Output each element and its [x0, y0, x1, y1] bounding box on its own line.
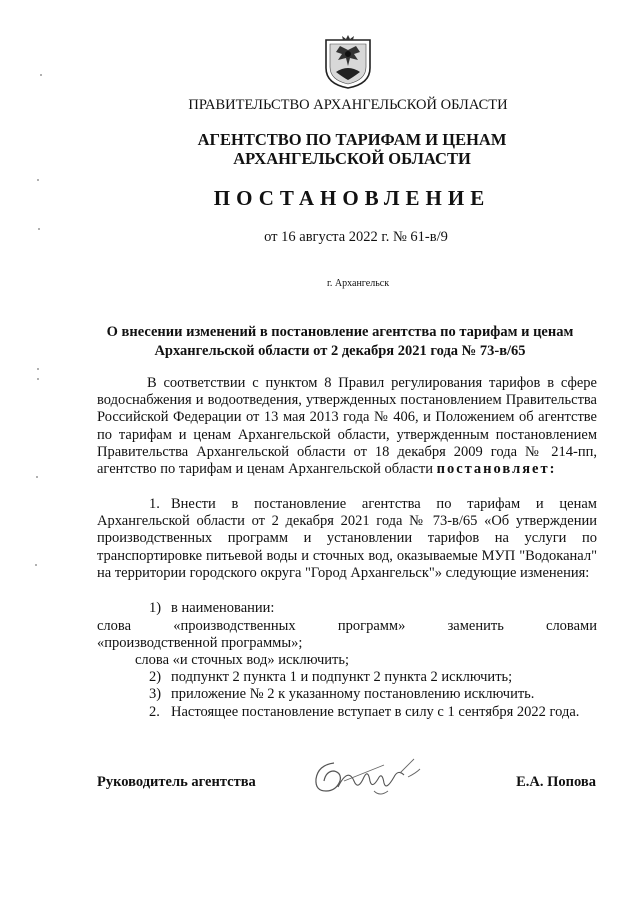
item-2-text: Настоящее постановление вступает в силу с 1 сентября 2022 года. [171, 704, 580, 720]
agency-name-line1: АГЕНТСТВО ПО ТАРИФАМ И ЦЕНАМ [197, 130, 507, 149]
agency-name-line2: АРХАНГЕЛЬСКОЙ ОБЛАСТИ [233, 149, 471, 168]
subitem-3-text: приложение № 2 к указанному постановлению исключить. [171, 686, 535, 702]
document-type: ПОСТАНОВЛЕНИЕ [213, 186, 491, 210]
words-line [97, 618, 597, 635]
handwritten-signature [304, 751, 424, 803]
subitem-2 [97, 669, 597, 686]
item-2-paragraph [97, 704, 597, 721]
subitem-3 [97, 686, 597, 703]
document-subject [20, 323, 640, 361]
subitem-2-text: подпункт 2 пункта 1 и подпункт 2 пункта 2 исключить; [171, 669, 513, 685]
scan-speck [37, 378, 39, 380]
government-name: ПРАВИТЕЛЬСТВО АРХАНГЕЛЬСКОЙ ОБЛАСТИ [188, 97, 508, 113]
words-line-2: «производственной программы»; [97, 635, 303, 651]
item-1-paragraph [97, 496, 597, 582]
subitem-1 [97, 600, 597, 617]
signatory-name: Е.А. Попова [516, 774, 596, 790]
coat-of-arms-icon [322, 34, 374, 90]
subject-line1: О внесении изменений в постановление агентства по тарифам и ценам [106, 324, 574, 340]
agency-name [32, 130, 640, 168]
scan-speck [38, 228, 40, 230]
words-part: «производственных [173, 618, 296, 634]
preamble-paragraph [97, 375, 597, 478]
document-date-number: от 16 августа 2022 г. № 61-в/9 [264, 229, 448, 245]
scan-speck [36, 476, 38, 478]
subject-line2: Архангельской области от 2 декабря 2021 года № 73-в/65 [154, 343, 526, 359]
exclude-line: слова «и сточных вод» исключить; [135, 652, 350, 668]
document-city: г. Архангельск [326, 278, 390, 289]
item-2-number: 2. [149, 704, 160, 720]
words-part: программ» [337, 618, 406, 634]
resolves-word: постановляет: [436, 461, 557, 478]
subitem-3-number: 3) [149, 686, 162, 702]
preamble-text: В соответствии с пунктом 8 Правил регулирования тарифов в сфере водоснабжения и водоотведения, утвержденных постановлением Правительства Российской Федерации от 13 мая 2013 года № 406, и Положением об агентстве по тарифам и ценам Архангельской области, утвержденным постановлением Правительства Архангельской области от 18 декабря 2009 года № 214-пп, агентство по тарифам и ценам Архангельской области [97, 375, 597, 478]
item-1-number: 1. [149, 496, 160, 512]
subitem-1-text: в наименовании: [171, 600, 275, 616]
scan-speck [35, 564, 37, 566]
words-part: заменить [447, 618, 504, 634]
signatory-position: Руководитель агентства [97, 774, 256, 790]
subitem-1-number: 1) [149, 600, 162, 616]
scan-speck [40, 74, 42, 76]
words-part: слова [97, 618, 132, 634]
scan-speck [37, 368, 39, 370]
words-part: словами [546, 618, 597, 634]
item-1-text: Внести в постановление агентства по тарифам и ценам Архангельской области от 2 декабря 2021 года № 73-в/65 «Об утверждении производственных программ и установлении тарифов на услуги по транспортировке питьевой воды и сточных вод, оказываемые МУП "Водоканал" на территории городского округа "Город Архангельск"» следующие изменения: [97, 496, 597, 581]
subitem-2-number: 2) [149, 669, 162, 685]
scan-speck [37, 179, 39, 181]
